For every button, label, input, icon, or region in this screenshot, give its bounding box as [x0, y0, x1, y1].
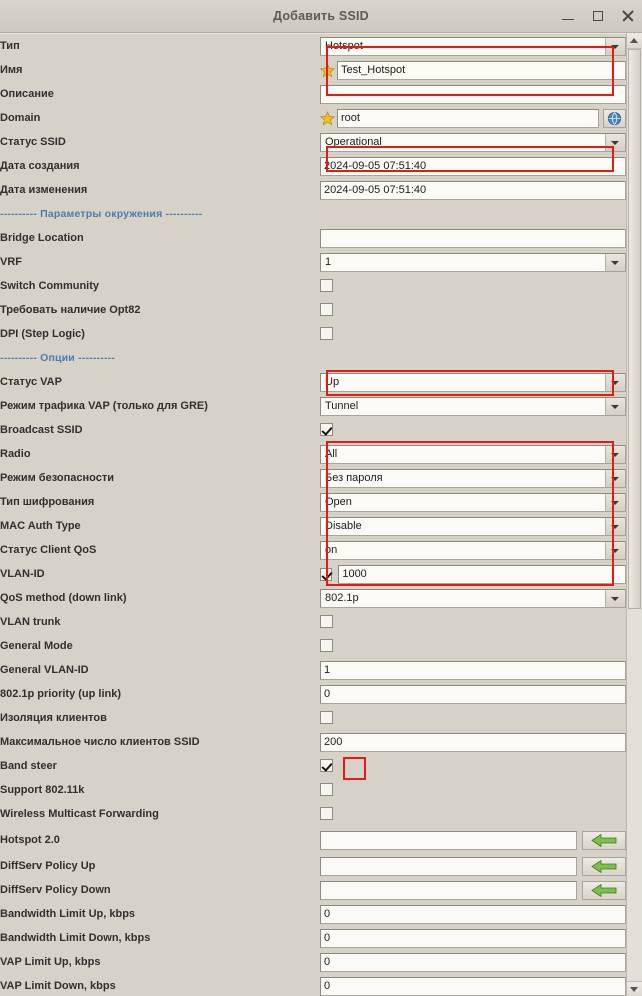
label-vap-status: Статус VAP	[0, 376, 62, 388]
row-client-isolation	[0, 706, 626, 730]
row-general-mode	[0, 634, 626, 658]
domain-input[interactable]: root	[337, 109, 599, 128]
bw-limit-up-input[interactable]: 0	[320, 905, 626, 924]
row-name	[0, 58, 626, 82]
label-require-opt82: Требовать наличие Opt82	[0, 304, 141, 316]
label-encryption-type: Тип шифрования	[0, 496, 95, 508]
type-value: Hotspot	[325, 40, 363, 52]
label-bridge-location: Bridge Location	[0, 232, 84, 244]
name-input[interactable]: Test_Hotspot	[337, 61, 626, 80]
row-diffserv-policy-up	[0, 854, 626, 878]
label-band-steer: Band steer	[0, 760, 57, 772]
ssid-status-select[interactable]	[320, 133, 626, 152]
label-hotspot20: Hotspot 2.0	[0, 834, 60, 846]
vrf-value: 1	[325, 256, 332, 268]
vap-limit-down-input[interactable]: 0	[320, 977, 626, 996]
row-vap-traffic-mode	[0, 394, 626, 418]
ssid-form	[0, 34, 626, 996]
chevron-down-icon[interactable]	[605, 518, 625, 535]
diffserv-policy-down-input[interactable]	[320, 881, 577, 900]
row-encryption-type	[0, 490, 626, 514]
row-domain	[0, 106, 626, 130]
row-diffserv-policy-down	[0, 878, 626, 902]
label-diffserv-policy-down: DiffServ Policy Down	[0, 884, 111, 896]
row-modified	[0, 178, 626, 202]
row-created	[0, 154, 626, 178]
label-bw-limit-up: Bandwidth Limit Up, kbps	[0, 908, 136, 920]
qos-method-down-value: 802.1p	[325, 592, 359, 604]
bw-limit-down-input[interactable]: 0	[320, 929, 626, 948]
radio-value: All	[325, 448, 338, 460]
bridge-location-input[interactable]	[320, 229, 626, 248]
form-scroll-area	[0, 33, 626, 996]
label-radio: Radio	[0, 448, 31, 460]
label-priority-up-link: 802.1p priority (up link)	[0, 688, 122, 700]
row-support-80211k	[0, 778, 626, 802]
label-modified: Дата изменения	[0, 184, 88, 196]
arrow-left-icon[interactable]	[582, 831, 626, 850]
vap-traffic-mode-select[interactable]	[320, 397, 626, 416]
row-require-opt82	[0, 298, 626, 322]
security-mode-value: Без пароля	[325, 472, 383, 484]
row-vlan-id	[0, 562, 626, 586]
row-section-options	[0, 346, 626, 370]
chevron-down-icon[interactable]	[605, 542, 625, 559]
label-vrf: VRF	[0, 256, 22, 268]
hotspot20-input[interactable]	[320, 831, 577, 850]
label-vlan-trunk: VLAN trunk	[0, 616, 61, 628]
label-type: Тип	[0, 40, 20, 52]
ssid-status-value: Operational	[325, 136, 382, 148]
label-ssid-status: Статус SSID	[0, 136, 66, 148]
radio-select[interactable]	[320, 445, 626, 464]
title-bar	[0, 0, 642, 33]
priority-up-link-input[interactable]: 0	[320, 685, 626, 704]
row-band-steer	[0, 754, 626, 778]
client-qos-status-value: on	[325, 544, 338, 556]
row-broadcast-ssid	[0, 418, 626, 442]
row-vap-limit-up	[0, 950, 626, 974]
scroll-up-button[interactable]	[627, 33, 642, 49]
label-security-mode: Режим безопасности	[0, 472, 114, 484]
row-mac-auth-type	[0, 514, 626, 538]
label-max-clients: Максимальное число клиентов SSID	[0, 736, 200, 748]
star-icon	[320, 111, 335, 126]
chevron-down-icon[interactable]	[605, 590, 625, 607]
dialog-body	[0, 33, 642, 996]
switch-community-checkbox[interactable]	[320, 279, 333, 292]
vertical-scrollbar[interactable]	[626, 33, 642, 996]
modified-input[interactable]: 2024-09-05 07:51:40	[320, 181, 626, 200]
chevron-down-icon[interactable]	[605, 398, 625, 415]
chevron-down-icon[interactable]	[605, 374, 625, 391]
label-vap-limit-up: VAP Limit Up, kbps	[0, 956, 101, 968]
label-created: Дата создания	[0, 160, 80, 172]
security-mode-select[interactable]	[320, 469, 626, 488]
arrow-left-icon[interactable]	[582, 857, 626, 876]
row-radio	[0, 442, 626, 466]
label-client-isolation: Изоляция клиентов	[0, 712, 107, 724]
row-section-env	[0, 202, 626, 226]
label-general-mode: General Mode	[0, 640, 73, 652]
vap-status-value: Up	[325, 376, 340, 388]
row-max-clients	[0, 730, 626, 754]
window-title: Добавить SSID	[273, 9, 369, 23]
general-mode-checkbox[interactable]	[320, 639, 333, 652]
label-general-vlan-id: General VLAN-ID	[0, 664, 89, 676]
label-mac-auth-type: MAC Auth Type	[0, 520, 81, 532]
label-broadcast-ssid: Broadcast SSID	[0, 424, 83, 436]
vap-limit-up-input[interactable]: 0	[320, 953, 626, 972]
row-vap-status	[0, 370, 626, 394]
chevron-down-icon[interactable]	[605, 254, 625, 271]
label-wireless-multicast-forwarding: Wireless Multicast Forwarding	[0, 808, 159, 820]
row-priority-up-link	[0, 682, 626, 706]
maximize-button[interactable]	[590, 8, 606, 24]
vap-status-select[interactable]	[320, 373, 626, 392]
label-name: Имя	[0, 64, 23, 76]
vlan-trunk-checkbox[interactable]	[320, 615, 333, 628]
client-qos-status-select[interactable]	[320, 541, 626, 560]
label-client-qos-status: Статус Client QoS	[0, 544, 97, 556]
dpi-step-logic-checkbox[interactable]	[320, 327, 333, 340]
vlan-id-checkbox[interactable]	[320, 568, 332, 581]
label-vap-traffic-mode: Режим трафика VAP (только для GRE)	[0, 400, 208, 412]
general-vlan-id-input[interactable]: 1	[320, 661, 626, 680]
mac-auth-type-value: Disable	[325, 520, 362, 532]
window-controls	[560, 0, 636, 32]
label-domain: Domain	[0, 112, 41, 124]
label-switch-community: Switch Community	[0, 280, 100, 292]
row-bw-limit-down	[0, 926, 626, 950]
chevron-down-icon[interactable]	[605, 494, 625, 511]
chevron-down-icon[interactable]	[605, 38, 625, 55]
row-bw-limit-up	[0, 902, 626, 926]
broadcast-ssid-checkbox[interactable]	[320, 423, 333, 436]
row-security-mode	[0, 466, 626, 490]
chevron-down-icon[interactable]	[605, 470, 625, 487]
scroll-down-button[interactable]	[627, 981, 642, 996]
arrow-left-icon[interactable]	[582, 881, 626, 900]
label-support-80211k: Support 802.11k	[0, 784, 85, 796]
globe-icon[interactable]	[603, 109, 626, 128]
row-dpi-step-logic	[0, 322, 626, 346]
row-ssid-status	[0, 130, 626, 154]
row-client-qos-status	[0, 538, 626, 562]
close-button[interactable]	[620, 8, 636, 24]
chevron-down-icon[interactable]	[605, 446, 625, 463]
row-general-vlan-id	[0, 658, 626, 682]
band-steer-checkbox[interactable]	[320, 759, 333, 772]
row-bridge-location	[0, 226, 626, 250]
wireless-multicast-forwarding-checkbox[interactable]	[320, 807, 333, 820]
label-dpi-step-logic: DPI (Step Logic)	[0, 328, 85, 340]
row-qos-method-down	[0, 586, 626, 610]
row-type	[0, 34, 626, 58]
label-vlan-id: VLAN-ID	[0, 568, 45, 580]
row-switch-community	[0, 274, 626, 298]
label-description: Описание	[0, 88, 54, 100]
row-wireless-multicast-forwarding	[0, 802, 626, 826]
mac-auth-type-select[interactable]	[320, 517, 626, 536]
row-vrf	[0, 250, 626, 274]
require-opt82-checkbox[interactable]	[320, 303, 333, 316]
row-description	[0, 82, 626, 106]
minimize-button[interactable]	[560, 8, 576, 24]
label-qos-method-down: QoS method (down link)	[0, 592, 127, 604]
encryption-type-value: Open	[325, 496, 352, 508]
scrollbar-thumb[interactable]	[628, 49, 641, 609]
row-vlan-trunk	[0, 610, 626, 634]
client-isolation-checkbox[interactable]	[320, 711, 333, 724]
row-vap-limit-down	[0, 974, 626, 996]
encryption-type-select[interactable]	[320, 493, 626, 512]
type-select[interactable]	[320, 37, 626, 56]
section-env-label: ---------- Параметры окружения ----------	[0, 208, 203, 220]
max-clients-input[interactable]: 200	[320, 733, 626, 752]
vrf-select[interactable]	[320, 253, 626, 272]
qos-method-down-select[interactable]	[320, 589, 626, 608]
support-80211k-checkbox[interactable]	[320, 783, 333, 796]
created-input[interactable]: 2024-09-05 07:51:40	[320, 157, 626, 176]
chevron-down-icon[interactable]	[605, 134, 625, 151]
label-bw-limit-down: Bandwidth Limit Down, kbps	[0, 932, 151, 944]
label-diffserv-policy-up: DiffServ Policy Up	[0, 860, 96, 872]
vlan-id-input[interactable]: 1000	[338, 565, 626, 584]
row-hotspot20	[0, 826, 626, 854]
description-input[interactable]	[320, 85, 626, 104]
section-options-label: ---------- Опции ----------	[0, 352, 116, 364]
star-icon	[320, 63, 335, 78]
diffserv-policy-up-input[interactable]	[320, 857, 577, 876]
label-vap-limit-down: VAP Limit Down, kbps	[0, 980, 116, 992]
vap-traffic-mode-value: Tunnel	[325, 400, 359, 412]
